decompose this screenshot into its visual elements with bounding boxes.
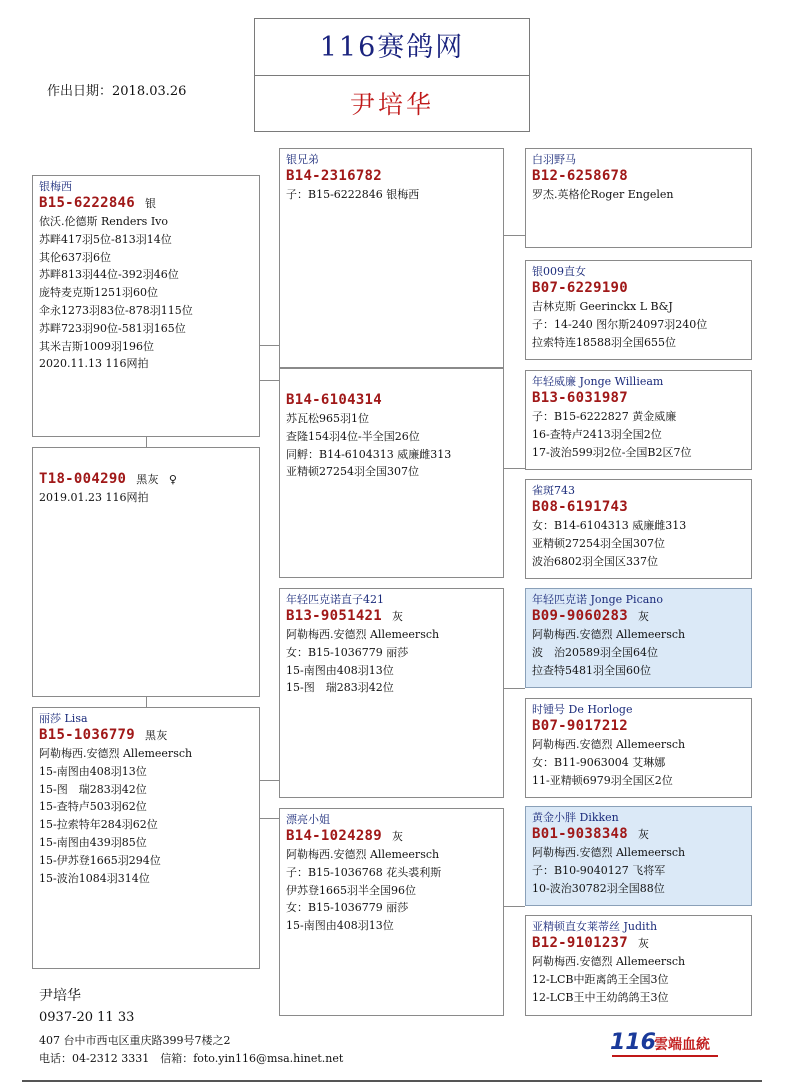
dd-dam-line: 12-LCB中距离鸽王全国3位 xyxy=(532,972,669,986)
sd-dam-line: 女：B14-6104313 威廉雌313 xyxy=(532,519,687,532)
dd-dam-ring: B12-9101237 xyxy=(532,935,629,951)
ss-sire-line: 罗杰.英格伦Roger Engelen xyxy=(532,188,674,201)
owner-title: 尹培华 xyxy=(349,90,434,119)
sire-sire-ring: B14-2316782 xyxy=(286,168,383,184)
dam-line: 15-查特卢503羽62位 xyxy=(39,800,147,814)
dd-sire-color: 灰 xyxy=(638,828,650,841)
dam-line: 15-波治1084羽314位 xyxy=(39,871,150,885)
ss-dam-ring: B07-6229190 xyxy=(532,280,629,296)
dam-line: 15-拉索特年284羽62位 xyxy=(39,818,158,832)
sire-ring: B15-6222846 xyxy=(39,195,136,211)
dam-line: 15-图 瑞283羽42位 xyxy=(39,782,147,796)
dd-sire-box xyxy=(525,806,752,906)
ss-sire-ring: B12-6258678 xyxy=(532,168,629,184)
dam-name: 丽莎 Lisa xyxy=(39,712,88,725)
dd-sire-line: 子：B10-9040127 飞将军 xyxy=(532,863,666,877)
date-label: 作出日期：2018.03.26 xyxy=(47,84,187,99)
sire-color: 银 xyxy=(145,197,157,210)
footer-address: 407 台中市西屯区重庆路399号7楼之2 xyxy=(39,1034,231,1047)
sire-dam-line: 苏瓦松965羽1位 xyxy=(286,412,369,425)
dd-dam-line: 12-LCB王中王幼鸽鸽王3位 xyxy=(532,990,669,1004)
ds-dam-name: 时锺号 De Horloge xyxy=(532,703,633,716)
ds-dam-line: 阿勒梅西.安德烈 Allemeersch xyxy=(532,738,686,751)
sire-line: 庞特麦克斯1251羽60位 xyxy=(39,286,158,300)
sd-sire-ring: B13-6031987 xyxy=(532,390,629,406)
subject-box xyxy=(32,447,260,697)
ss-dam-box xyxy=(525,260,752,360)
ds-sire-name: 年轻匹克诺 Jonge Picano xyxy=(532,593,664,606)
dam-sire-line: 15-南图由408羽13位 xyxy=(286,663,394,677)
dam-line: 阿勒梅西.安德烈 Allemeersch xyxy=(39,747,193,760)
sire-dam-ring: B14-6104314 xyxy=(286,392,383,408)
ss-dam-line: 吉林克斯 Geerinckx L B&J xyxy=(532,300,673,313)
sire-dam-line: 同孵：B14-6104313 威廉雌313 xyxy=(286,447,452,461)
ss-dam-name: 银009直女 xyxy=(532,265,586,278)
dam-line: 15-伊苏登1665羽294位 xyxy=(39,853,161,867)
ds-sire-line: 拉查特5481羽全国60位 xyxy=(532,663,651,677)
sire-sire-line: 子：B15-6222846 银梅西 xyxy=(286,188,420,201)
bottom-divider xyxy=(22,1080,762,1082)
sd-dam-box xyxy=(525,479,752,579)
dam-sire-line: 阿勒梅西.安德烈 Allemeersch xyxy=(286,628,440,641)
header-title-box xyxy=(254,18,530,132)
ds-sire-ring: B09-9060283 xyxy=(532,608,629,624)
cloud-pedigree-logo xyxy=(610,1030,730,1060)
logo-number: 116 xyxy=(610,1030,656,1055)
footer-name: 尹培华 xyxy=(39,988,81,1004)
sire-sire-name: 银兄弟 xyxy=(286,153,319,166)
sire-line: 其伦637羽6位 xyxy=(39,250,111,264)
subject-color: 黑灰 xyxy=(136,473,159,486)
sd-sire-name: 年轻威廉 Jonge Willieam xyxy=(532,375,664,388)
dd-sire-line: 10-波治30782羽全国88位 xyxy=(532,881,665,895)
subject-line: 2019.01.23 116网拍 xyxy=(39,491,149,504)
ss-dam-line: 拉索特连18588羽全国655位 xyxy=(532,335,676,349)
sire-box xyxy=(32,175,260,437)
sd-sire-line: 17-波治599羽2位-全国B2区7位 xyxy=(532,445,692,459)
dam-sire-line: 女：B15-1036779 丽莎 xyxy=(286,645,409,659)
subject-ring: T18-004290 xyxy=(39,471,127,487)
dam-dam-line: 15-南图由408羽13位 xyxy=(286,919,394,933)
ss-dam-line: 子：14-240 图尔斯24097羽240位 xyxy=(532,317,708,331)
sd-dam-ring: B08-6191743 xyxy=(532,499,629,515)
sd-sire-line: 16-查特卢2413羽全国2位 xyxy=(532,427,662,441)
ds-sire-color: 灰 xyxy=(638,610,650,623)
sire-name: 银梅西 xyxy=(39,180,72,193)
site-title: 116赛鸽网 xyxy=(255,19,529,76)
sire-dam-box xyxy=(279,368,504,578)
dd-sire-line: 阿勒梅西.安德烈 Allemeersch xyxy=(532,846,686,859)
sire-sire-box xyxy=(279,148,504,368)
dd-dam-color: 灰 xyxy=(638,937,650,950)
dam-sire-name: 年轻匹克诺直子421 xyxy=(286,593,384,606)
sd-sire-box xyxy=(525,370,752,470)
sire-line: 2020.11.13 116网拍 xyxy=(39,357,149,371)
dd-dam-line: 阿勒梅西.安德烈 Allemeersch xyxy=(532,955,686,968)
logo-text: 雲端血統 xyxy=(654,1037,710,1053)
sire-line: 伞永1273羽83位-878羽115位 xyxy=(39,303,193,317)
dam-dam-ring: B14-1024289 xyxy=(286,828,383,844)
dam-box xyxy=(32,707,260,969)
dam-dam-box xyxy=(279,808,504,1016)
sire-line: 其米吉斯1009羽196位 xyxy=(39,339,154,353)
footer-phone: 0937-20 11 33 xyxy=(39,1010,135,1025)
ds-dam-ring: B07-9017212 xyxy=(532,718,629,734)
sire-line: 苏畔417羽5位-813羽14位 xyxy=(39,232,172,246)
ds-sire-line: 波 治20589羽全国64位 xyxy=(532,645,658,659)
ds-dam-line: 女：B11-9063004 艾琳娜 xyxy=(532,755,666,769)
dd-dam-box xyxy=(525,915,752,1016)
ds-dam-box xyxy=(525,698,752,798)
ds-sire-line: 阿勒梅西.安德烈 Allemeersch xyxy=(532,628,686,641)
dd-dam-name: 亚精顿直女莱蒂丝 Judith xyxy=(532,920,658,933)
dam-dam-line: 子：B15-1036768 花头裘利斯 xyxy=(286,865,442,879)
sire-dam-line: 亚精顿27254羽全国307位 xyxy=(286,465,419,479)
dam-sire-line: 15-图 瑞283羽42位 xyxy=(286,681,394,695)
ds-sire-box xyxy=(525,588,752,688)
ss-sire-name: 白羽野马 xyxy=(532,153,576,166)
dd-sire-ring: B01-9038348 xyxy=(532,826,629,842)
dam-sire-ring: B13-9051421 xyxy=(286,608,383,624)
sd-dam-line: 亚精顿27254羽全国307位 xyxy=(532,536,665,550)
dam-color: 黑灰 xyxy=(145,729,168,742)
sd-sire-line: 子：B15-6222827 黄金威廉 xyxy=(532,410,677,423)
sire-line: 依沃.伦德斯 Renders Ivo xyxy=(39,215,169,228)
ds-dam-line: 11-亚精顿6979羽全国区2位 xyxy=(532,773,673,787)
dam-dam-line: 伊苏登1665羽半全国96位 xyxy=(286,883,416,897)
sd-dam-line: 波治6802羽全国区337位 xyxy=(532,554,658,568)
sire-line: 苏畔813羽44位-392羽46位 xyxy=(39,268,179,282)
footer-contact: 电话：04-2312 3331 信箱：foto.yin116@msa.hinet.net xyxy=(39,1052,344,1065)
dd-sire-name: 黄金小胖 Dikken xyxy=(532,811,619,824)
dam-ring: B15-1036779 xyxy=(39,727,136,743)
sire-dam-line: 查隆154羽4位-半全国26位 xyxy=(286,429,420,443)
dam-line: 15-南图由408羽13位 xyxy=(39,764,147,778)
dam-dam-line: 女：B15-1036779 丽莎 xyxy=(286,901,409,915)
subject-sex: ♀ xyxy=(168,473,178,486)
sire-line: 苏畔723羽90位-581羽165位 xyxy=(39,321,186,335)
dam-sire-box xyxy=(279,588,504,798)
dam-dam-color: 灰 xyxy=(392,830,404,843)
dam-dam-name: 漂亮小姐 xyxy=(286,813,330,826)
dam-line: 15-南图由439羽85位 xyxy=(39,835,147,849)
sd-dam-name: 雀斑743 xyxy=(532,484,575,497)
dam-dam-line: 阿勒梅西.安德烈 Allemeersch xyxy=(286,848,440,861)
ss-sire-box xyxy=(525,148,752,248)
dam-sire-color: 灰 xyxy=(392,610,404,623)
